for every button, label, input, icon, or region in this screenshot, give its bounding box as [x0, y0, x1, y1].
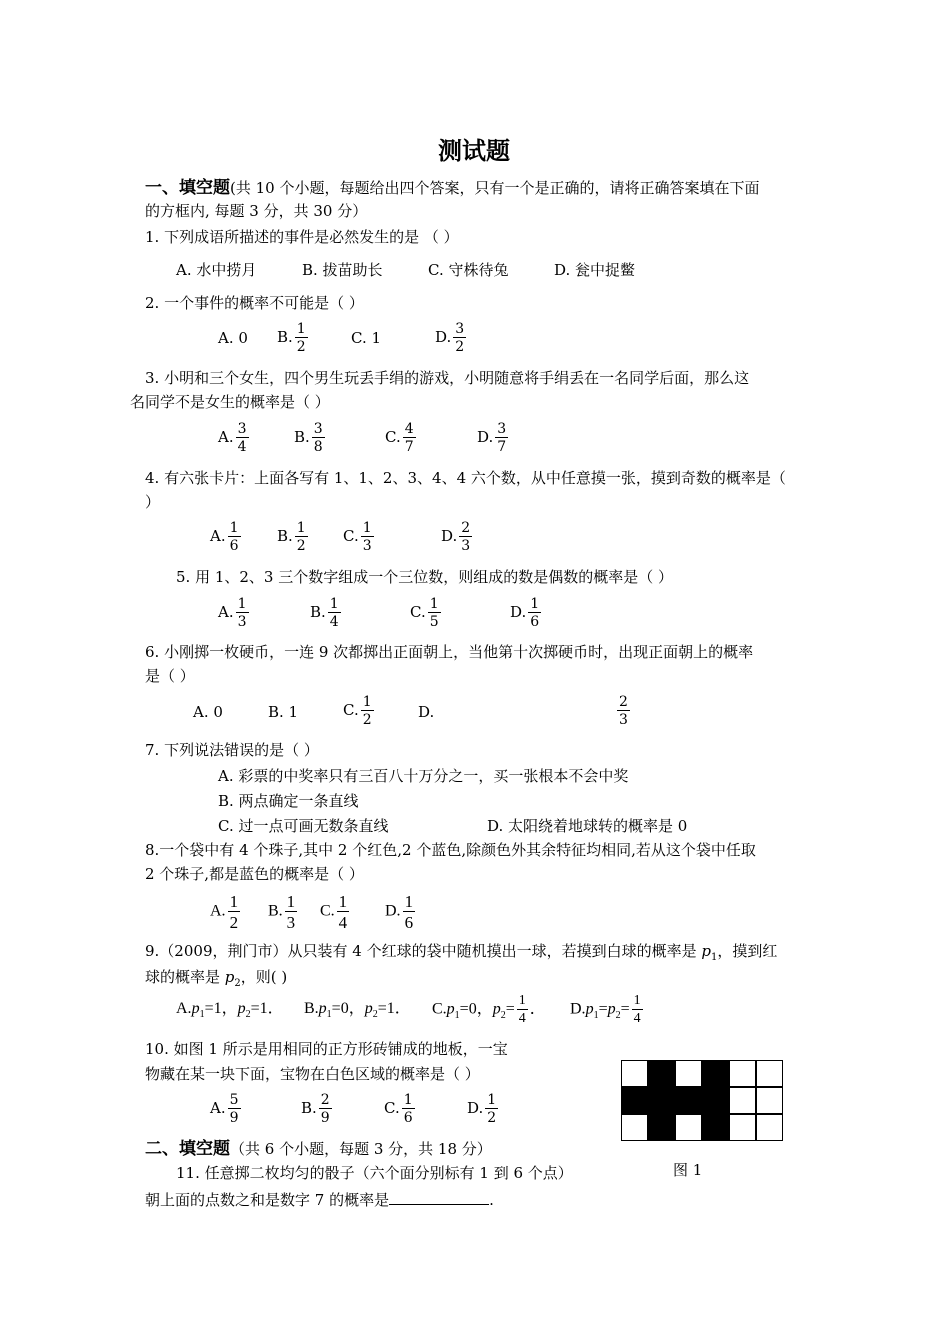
q8-option-a: A. $\frac{1}{2}$	[210, 892, 239, 932]
q8-stem-line2: 2 个珠子,都是蓝色的概率是（ ）	[145, 865, 364, 883]
q9-stem-line2: 球的概率是 $p_2$，则( )	[145, 968, 288, 989]
fraction: $\frac{4}{7}$	[404, 421, 414, 455]
q11-stem-line2: 朝上面的点数之和是数字 7 的概率是 .	[145, 1191, 494, 1209]
q6-option-c: C. $\frac{1}{2}$	[343, 694, 372, 728]
q3-option-b: B. $\frac{3}{8}$	[294, 421, 323, 455]
fraction: $\frac{1}{3}$	[237, 596, 247, 630]
fraction: $\frac{2}{3}$	[461, 520, 471, 554]
section2-header	[145, 1141, 492, 1158]
q10-option-a: A. $\frac{5}{9}$	[210, 1092, 239, 1126]
q3-stem-line2: 名同学不是女生的概率是（ ）	[130, 393, 330, 411]
fraction: $\frac{5}{9}$	[229, 1092, 239, 1126]
fraction: $\frac{3}{8}$	[313, 421, 323, 455]
fraction: $\frac{1}{3}$	[286, 892, 296, 932]
fraction: $\frac{2}{9}$	[320, 1092, 330, 1126]
section2-note: （共 6 个小题，每题 3 分，共 18 分）	[230, 1140, 492, 1158]
q8-option-d: D. $\frac{1}{6}$	[385, 892, 414, 932]
q2-option-a: A. 0	[218, 329, 248, 347]
q5-stem: 5. 用 1、2、3 三个数字组成一个三位数，则组成的数是偶数的概率是（ ）	[176, 568, 674, 586]
fraction: $\frac{1}{3}$	[362, 520, 372, 554]
q2-option-d: D. $\frac{3}{2}$	[435, 321, 465, 355]
q1-option-a: A. 水中捞月	[176, 261, 257, 279]
q7-option-b: B. 两点确定一条直线	[218, 792, 359, 810]
q9-option-a: $A.p_1=1$，$p_2=1$．	[176, 1000, 284, 1021]
q7-option-a: A. 彩票的中奖率只有三百八十万分之一，买一张根本不会中奖	[218, 767, 629, 785]
section1-header	[145, 180, 759, 197]
q8-option-b: B. $\frac{1}{3}$	[268, 892, 296, 932]
q1-stem: 1. 下列成语所描述的事件是必然发生的是 （ ）	[145, 228, 459, 246]
black-tile	[675, 1087, 702, 1114]
black-tile	[648, 1087, 675, 1114]
q9-option-b: $B.p_1=0$，$p_2=1$．	[304, 1000, 411, 1021]
fraction: $\frac{1}{2}$	[487, 1092, 497, 1126]
q1-option-d: D. 瓮中捉鳖	[554, 261, 636, 279]
section2-heading: 二、填空题	[145, 1139, 230, 1159]
q2-option-b: B. $\frac{1}{2}$	[277, 321, 306, 355]
black-tile	[648, 1114, 675, 1141]
q6-stem-line2: 是（ ）	[145, 667, 195, 685]
white-tile	[756, 1060, 783, 1087]
figure-caption: 图 1	[673, 1161, 703, 1179]
fraction: $\frac{1}{4}$	[329, 596, 339, 630]
fraction: $\frac{3}{2}$	[455, 321, 465, 355]
fraction: $\frac{1}{2}$	[229, 892, 239, 932]
fraction: $\frac{1}{6}$	[404, 892, 414, 932]
white-tile	[756, 1087, 783, 1114]
q7-option-d: D. 太阳绕着地球转的概率是 0	[487, 817, 688, 835]
section1-note: (共 10 个小题，每题给出四个答案，只有一个是正确的，请将正确答案填在下面	[230, 179, 760, 197]
white-tile	[756, 1114, 783, 1141]
fraction: $\frac{1}{2}$	[296, 520, 306, 554]
q4-option-a: A. $\frac{1}{6}$	[210, 520, 239, 554]
black-tile	[648, 1060, 675, 1087]
q10-option-d: D. $\frac{1}{2}$	[467, 1092, 497, 1126]
q5-option-a: A. $\frac{1}{3}$	[218, 596, 247, 630]
q7-option-c: C. 过一点可画无数条直线	[218, 817, 389, 835]
q11-stem-line1: 11. 任意掷二枚均匀的骰子（六个面分别标有 1 到 6 个点）	[176, 1164, 573, 1182]
q5-option-b: B. $\frac{1}{4}$	[310, 596, 339, 630]
q8-option-c: C. $\frac{1}{4}$	[320, 892, 348, 932]
q5-option-d: D. $\frac{1}{6}$	[510, 596, 540, 630]
q4-option-d: D. $\frac{2}{3}$	[441, 520, 471, 554]
q4-option-b: B. $\frac{1}{2}$	[277, 520, 306, 554]
section1-heading: 一、填空题	[145, 178, 230, 198]
white-tile	[675, 1114, 702, 1141]
fraction: $\frac{1}{6}$	[403, 1092, 413, 1126]
q10-option-c: C. $\frac{1}{6}$	[384, 1092, 413, 1126]
q6-option-b: B. 1	[268, 703, 299, 721]
fraction: $\frac{1}{2}$	[362, 694, 372, 728]
q10-stem-line2: 物藏在某一块下面，宝物在白色区域的概率是（ ）	[145, 1065, 480, 1083]
black-tile	[621, 1087, 648, 1114]
fraction: $\frac{1}{4}$	[633, 993, 641, 1026]
fraction: $\frac{3}{4}$	[237, 421, 247, 455]
q2-option-c: C. 1	[351, 329, 382, 347]
q10-stem-line1: 10. 如图 1 所示是用相同的正方形砖铺成的地板，一宝	[145, 1040, 508, 1058]
q3-stem-line1: 3. 小明和三个女生，四个男生玩丢手绢的游戏，小明随意将手绢丢在一名同学后面，那么这	[145, 369, 750, 387]
black-tile	[702, 1087, 729, 1114]
q4-stem-line2: ）	[145, 493, 161, 511]
q6-stem-line1: 6. 小刚掷一枚硬币，一连 9 次都掷出正面朝上，当他第十次掷硬币时，出现正面朝上的概率	[145, 643, 754, 661]
q6-option-d-fraction	[615, 695, 632, 727]
black-tile	[702, 1114, 729, 1141]
floor-tile-figure	[621, 1060, 783, 1141]
white-tile	[621, 1060, 648, 1087]
fraction: $\frac{3}{7}$	[497, 421, 507, 455]
white-tile	[729, 1087, 756, 1114]
q3-option-a: A. $\frac{3}{4}$	[218, 421, 247, 455]
q1-option-b: B. 拔苗助长	[302, 261, 383, 279]
q5-option-c: C. $\frac{1}{5}$	[410, 596, 439, 630]
q4-option-c: C. $\frac{1}{3}$	[343, 520, 372, 554]
fraction: $\frac{1}{6}$	[229, 520, 239, 554]
fraction: $\frac{1}{4}$	[518, 993, 526, 1026]
white-tile	[729, 1114, 756, 1141]
q9-option-c: $C.p_1=0$，$p_2=$ $\frac{1}{4}$ ．	[432, 993, 546, 1026]
q9-stem-line1: 9.（2009，荆门市）从只装有 4 个红球的袋中随机摸出一球，若摸到白球的概率是 $p_1$，摸到红	[145, 942, 778, 963]
white-tile	[729, 1060, 756, 1087]
q4-stem-line1: 4. 有六张卡片：上面各写有 1、1、2、3、4、4 六个数，从中任意摸一张，摸到奇数的概率是（	[145, 469, 786, 487]
q6-option-d-label: D.	[418, 703, 435, 721]
q9-option-d: $D.p_1=p_2=$ $\frac{1}{4}$	[570, 993, 641, 1026]
q6-option-a: A. 0	[193, 703, 223, 721]
fraction: $\frac{2}{3}$	[619, 694, 628, 728]
q3-option-d: D. $\frac{3}{7}$	[477, 421, 507, 455]
q10-option-b: B. $\frac{2}{9}$	[301, 1092, 330, 1126]
q8-stem-line1: 8.一个袋中有 4 个珠子,其中 2 个红色,2 个蓝色,除颜色外其余特征均相同,若从这个袋中任取	[145, 841, 756, 859]
q2-stem: 2. 一个事件的概率不可能是（ ）	[145, 294, 364, 312]
fraction: $\frac{1}{2}$	[296, 321, 306, 355]
q1-option-c: C. 守株待兔	[428, 261, 509, 279]
answer-blank[interactable]	[389, 1192, 489, 1205]
section1-note-line2: 的方框内, 每题 3 分，共 30 分）	[145, 202, 368, 220]
q3-option-c: C. $\frac{4}{7}$	[385, 421, 414, 455]
page-title: 测试题	[438, 136, 510, 165]
white-tile	[621, 1114, 648, 1141]
black-tile	[702, 1060, 729, 1087]
white-tile	[675, 1060, 702, 1087]
fraction: $\frac{1}{4}$	[338, 892, 348, 932]
fraction: $\frac{1}{6}$	[530, 596, 540, 630]
fraction: $\frac{1}{5}$	[429, 596, 439, 630]
q7-stem: 7. 下列说法错误的是（ ）	[145, 741, 319, 759]
